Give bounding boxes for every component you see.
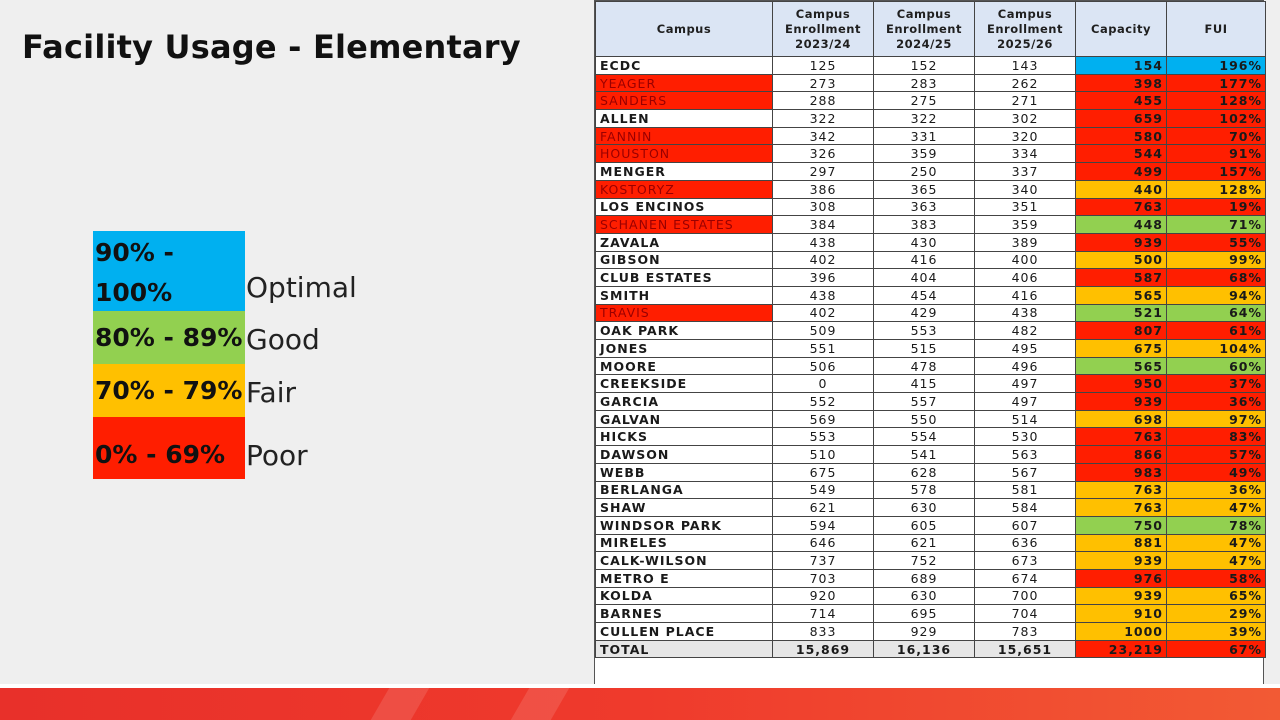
legend-label-fair: Fair <box>246 376 296 409</box>
header-enrollment-2023-24: Campus Enrollment 2023/24 <box>773 2 874 57</box>
enrollment-2023-24-cell: 438 <box>773 286 874 304</box>
enrollment-2025-26-cell: 581 <box>975 481 1076 499</box>
enrollment-2024-25-cell: 621 <box>874 534 975 552</box>
table-row <box>596 92 1266 110</box>
enrollment-2024-25-cell: 752 <box>874 552 975 570</box>
capacity-cell: 881 <box>1076 534 1167 552</box>
enrollment-2023-24-cell: 342 <box>773 127 874 145</box>
capacity-cell: 763 <box>1076 499 1167 517</box>
enrollment-2023-24-cell: 297 <box>773 163 874 181</box>
enrollment-2025-26-cell: 495 <box>975 340 1076 358</box>
table-row <box>596 251 1266 269</box>
capacity-cell: 939 <box>1076 587 1167 605</box>
enrollment-2023-24-cell: 288 <box>773 92 874 110</box>
campus-name-cell: ZAVALA <box>596 233 773 251</box>
legend-item-optimal <box>93 231 357 311</box>
enrollment-2023-24-cell: 273 <box>773 74 874 92</box>
enrollment-2023-24-cell: 552 <box>773 393 874 411</box>
fui-cell: 57% <box>1167 446 1266 464</box>
enrollment-2025-26-cell: 359 <box>975 216 1076 234</box>
fui-cell: 157% <box>1167 163 1266 181</box>
fui-cell: 65% <box>1167 587 1266 605</box>
table-row <box>596 286 1266 304</box>
campus-name-cell: TOTAL <box>596 640 773 658</box>
enrollment-2023-24-cell: 551 <box>773 340 874 358</box>
enrollment-2025-26-cell: 514 <box>975 410 1076 428</box>
campus-name-cell: SMITH <box>596 286 773 304</box>
campus-name-cell: FANNIN <box>596 127 773 145</box>
table-row <box>596 198 1266 216</box>
enrollment-2025-26-cell: 271 <box>975 92 1076 110</box>
capacity-cell: 580 <box>1076 127 1167 145</box>
campus-name-cell: ALLEN <box>596 110 773 128</box>
enrollment-2025-26-cell: 563 <box>975 446 1076 464</box>
table-row <box>596 145 1266 163</box>
enrollment-2025-26-cell: 482 <box>975 322 1076 340</box>
header-enrollment-2024-25: Campus Enrollment 2024/25 <box>874 2 975 57</box>
enrollment-2024-25-cell: 554 <box>874 428 975 446</box>
fui-cell: 19% <box>1167 198 1266 216</box>
enrollment-2024-25-cell: 383 <box>874 216 975 234</box>
enrollment-2025-26-cell: 262 <box>975 74 1076 92</box>
fui-cell: 97% <box>1167 410 1266 428</box>
enrollment-2024-25-cell: 415 <box>874 375 975 393</box>
campus-name-cell: LOS ENCINOS <box>596 198 773 216</box>
capacity-cell: 659 <box>1076 110 1167 128</box>
campus-name-cell: BERLANGA <box>596 481 773 499</box>
enrollment-2024-25-cell: 605 <box>874 516 975 534</box>
fui-cell: 94% <box>1167 286 1266 304</box>
fui-cell: 61% <box>1167 322 1266 340</box>
capacity-cell: 939 <box>1076 552 1167 570</box>
footer-bar <box>0 688 1280 720</box>
table-row <box>596 110 1266 128</box>
enrollment-2023-24-cell: 15,869 <box>773 640 874 658</box>
enrollment-2024-25-cell: 404 <box>874 269 975 287</box>
capacity-cell: 763 <box>1076 481 1167 499</box>
campus-name-cell: MOORE <box>596 357 773 375</box>
enrollment-2025-26-cell: 607 <box>975 516 1076 534</box>
enrollment-2024-25-cell: 628 <box>874 463 975 481</box>
enrollment-2023-24-cell: 438 <box>773 233 874 251</box>
table-row <box>596 180 1266 198</box>
fui-cell: 68% <box>1167 269 1266 287</box>
legend-label-good: Good <box>246 323 320 356</box>
table-row <box>596 216 1266 234</box>
enrollment-2023-24-cell: 569 <box>773 410 874 428</box>
table-row <box>596 127 1266 145</box>
page-title: Facility Usage - Elementary <box>22 28 521 66</box>
enrollment-2025-26-cell: 704 <box>975 605 1076 623</box>
table-row <box>596 499 1266 517</box>
table-row <box>596 357 1266 375</box>
enrollment-2023-24-cell: 396 <box>773 269 874 287</box>
enrollment-2023-24-cell: 322 <box>773 110 874 128</box>
campus-name-cell: CREEKSIDE <box>596 375 773 393</box>
facility-usage-table <box>594 0 1264 698</box>
capacity-cell: 440 <box>1076 180 1167 198</box>
legend-label-poor: Poor <box>246 439 308 472</box>
enrollment-2024-25-cell: 515 <box>874 340 975 358</box>
table-row <box>596 552 1266 570</box>
capacity-cell: 950 <box>1076 375 1167 393</box>
enrollment-2025-26-cell: 143 <box>975 57 1076 75</box>
table-row <box>596 322 1266 340</box>
campus-name-cell: HOUSTON <box>596 145 773 163</box>
campus-name-cell: GARCIA <box>596 393 773 411</box>
fui-cell: 99% <box>1167 251 1266 269</box>
fui-cell: 47% <box>1167 552 1266 570</box>
capacity-cell: 750 <box>1076 516 1167 534</box>
table-row <box>596 623 1266 641</box>
capacity-cell: 500 <box>1076 251 1167 269</box>
footer-decoration <box>511 688 569 720</box>
enrollment-2024-25-cell: 429 <box>874 304 975 322</box>
fui-cell: 83% <box>1167 428 1266 446</box>
enrollment-2024-25-cell: 322 <box>874 110 975 128</box>
enrollment-2024-25-cell: 695 <box>874 605 975 623</box>
enrollment-2023-24-cell: 737 <box>773 552 874 570</box>
table-row <box>596 605 1266 623</box>
enrollment-2025-26-cell: 302 <box>975 110 1076 128</box>
campus-name-cell: CLUB ESTATES <box>596 269 773 287</box>
enrollment-2025-26-cell: 567 <box>975 463 1076 481</box>
campus-name-cell: METRO E <box>596 569 773 587</box>
capacity-cell: 565 <box>1076 357 1167 375</box>
enrollment-2024-25-cell: 630 <box>874 587 975 605</box>
enrollment-2025-26-cell: 15,651 <box>975 640 1076 658</box>
table-row <box>596 463 1266 481</box>
legend-item-fair <box>93 364 296 417</box>
table-row <box>596 481 1266 499</box>
campus-name-cell: WEBB <box>596 463 773 481</box>
enrollment-2023-24-cell: 386 <box>773 180 874 198</box>
fui-cell: 37% <box>1167 375 1266 393</box>
table-row <box>596 446 1266 464</box>
enrollment-2024-25-cell: 454 <box>874 286 975 304</box>
table-row <box>596 269 1266 287</box>
enrollment-2025-26-cell: 334 <box>975 145 1076 163</box>
enrollment-2023-24-cell: 384 <box>773 216 874 234</box>
header-enrollment-2025-26: Campus Enrollment 2025/26 <box>975 2 1076 57</box>
enrollment-2024-25-cell: 283 <box>874 74 975 92</box>
table-header-row <box>596 2 1266 57</box>
campus-name-cell: CULLEN PLACE <box>596 623 773 641</box>
enrollment-2023-24-cell: 703 <box>773 569 874 587</box>
header-fui: FUI <box>1167 2 1266 57</box>
capacity-cell: 866 <box>1076 446 1167 464</box>
enrollment-2023-24-cell: 308 <box>773 198 874 216</box>
table-total-row <box>596 640 1266 658</box>
enrollment-2024-25-cell: 553 <box>874 322 975 340</box>
enrollment-2023-24-cell: 326 <box>773 145 874 163</box>
legend-label-optimal: Optimal <box>246 271 357 304</box>
enrollment-2024-25-cell: 578 <box>874 481 975 499</box>
enrollment-2023-24-cell: 549 <box>773 481 874 499</box>
capacity-cell: 23,219 <box>1076 640 1167 658</box>
capacity-cell: 939 <box>1076 233 1167 251</box>
campus-name-cell: GALVAN <box>596 410 773 428</box>
fui-cell: 49% <box>1167 463 1266 481</box>
capacity-cell: 763 <box>1076 428 1167 446</box>
enrollment-2024-25-cell: 365 <box>874 180 975 198</box>
enrollment-2025-26-cell: 673 <box>975 552 1076 570</box>
campus-name-cell: DAWSON <box>596 446 773 464</box>
fui-cell: 67% <box>1167 640 1266 658</box>
header-campus: Campus <box>596 2 773 57</box>
table-row <box>596 410 1266 428</box>
legend-swatch-poor: 0% - 69% <box>93 417 245 479</box>
enrollment-2025-26-cell: 438 <box>975 304 1076 322</box>
fui-cell: 29% <box>1167 605 1266 623</box>
campus-name-cell: BARNES <box>596 605 773 623</box>
enrollment-2023-24-cell: 621 <box>773 499 874 517</box>
campus-name-cell: JONES <box>596 340 773 358</box>
fui-cell: 39% <box>1167 623 1266 641</box>
campus-name-cell: GIBSON <box>596 251 773 269</box>
legend-swatch-fair: 70% - 79% <box>93 364 245 417</box>
legend-item-good <box>93 311 320 364</box>
campus-name-cell: KOLDA <box>596 587 773 605</box>
table-row <box>596 516 1266 534</box>
capacity-cell: 698 <box>1076 410 1167 428</box>
enrollment-2023-24-cell: 646 <box>773 534 874 552</box>
enrollment-2025-26-cell: 351 <box>975 198 1076 216</box>
capacity-cell: 675 <box>1076 340 1167 358</box>
enrollment-2024-25-cell: 363 <box>874 198 975 216</box>
legend-item-poor <box>93 417 308 479</box>
enrollment-2025-26-cell: 400 <box>975 251 1076 269</box>
enrollment-2023-24-cell: 0 <box>773 375 874 393</box>
campus-name-cell: MENGER <box>596 163 773 181</box>
capacity-cell: 1000 <box>1076 623 1167 641</box>
fui-cell: 58% <box>1167 569 1266 587</box>
table-row <box>596 428 1266 446</box>
campus-name-cell: TRAVIS <box>596 304 773 322</box>
table-row <box>596 587 1266 605</box>
campus-name-cell: WINDSOR PARK <box>596 516 773 534</box>
campus-name-cell: SANDERS <box>596 92 773 110</box>
enrollment-2023-24-cell: 125 <box>773 57 874 75</box>
fui-cell: 71% <box>1167 216 1266 234</box>
enrollment-2024-25-cell: 478 <box>874 357 975 375</box>
campus-name-cell: HICKS <box>596 428 773 446</box>
campus-name-cell: OAK PARK <box>596 322 773 340</box>
table-row <box>596 569 1266 587</box>
fui-cell: 36% <box>1167 481 1266 499</box>
enrollment-2025-26-cell: 584 <box>975 499 1076 517</box>
enrollment-2023-24-cell: 506 <box>773 357 874 375</box>
table-row <box>596 163 1266 181</box>
capacity-cell: 983 <box>1076 463 1167 481</box>
fui-cell: 36% <box>1167 393 1266 411</box>
enrollment-2024-25-cell: 275 <box>874 92 975 110</box>
capacity-cell: 544 <box>1076 145 1167 163</box>
header-capacity: Capacity <box>1076 2 1167 57</box>
enrollment-2024-25-cell: 550 <box>874 410 975 428</box>
enrollment-2023-24-cell: 509 <box>773 322 874 340</box>
enrollment-2025-26-cell: 783 <box>975 623 1076 641</box>
fui-cell: 91% <box>1167 145 1266 163</box>
fui-cell: 55% <box>1167 233 1266 251</box>
enrollment-2023-24-cell: 675 <box>773 463 874 481</box>
capacity-cell: 587 <box>1076 269 1167 287</box>
fui-cell: 60% <box>1167 357 1266 375</box>
campus-name-cell: SHAW <box>596 499 773 517</box>
enrollment-2024-25-cell: 430 <box>874 233 975 251</box>
legend-swatch-good: 80% - 89% <box>93 311 245 364</box>
footer-decoration <box>371 688 429 720</box>
capacity-cell: 976 <box>1076 569 1167 587</box>
enrollment-2025-26-cell: 340 <box>975 180 1076 198</box>
enrollment-2025-26-cell: 497 <box>975 375 1076 393</box>
table-row <box>596 375 1266 393</box>
enrollment-2023-24-cell: 402 <box>773 304 874 322</box>
table-row <box>596 534 1266 552</box>
enrollment-2025-26-cell: 320 <box>975 127 1076 145</box>
enrollment-2025-26-cell: 406 <box>975 269 1076 287</box>
capacity-cell: 807 <box>1076 322 1167 340</box>
fui-cell: 128% <box>1167 92 1266 110</box>
enrollment-2024-25-cell: 541 <box>874 446 975 464</box>
table-row <box>596 393 1266 411</box>
enrollment-2024-25-cell: 16,136 <box>874 640 975 658</box>
campus-name-cell: CALK-WILSON <box>596 552 773 570</box>
enrollment-2025-26-cell: 674 <box>975 569 1076 587</box>
fui-cell: 102% <box>1167 110 1266 128</box>
fui-cell: 196% <box>1167 57 1266 75</box>
fui-cell: 47% <box>1167 499 1266 517</box>
enrollment-2023-24-cell: 553 <box>773 428 874 446</box>
enrollment-2024-25-cell: 152 <box>874 57 975 75</box>
campus-name-cell: MIRELES <box>596 534 773 552</box>
enrollment-2023-24-cell: 714 <box>773 605 874 623</box>
enrollment-2023-24-cell: 510 <box>773 446 874 464</box>
enrollment-2025-26-cell: 700 <box>975 587 1076 605</box>
fui-cell: 104% <box>1167 340 1266 358</box>
enrollment-2024-25-cell: 359 <box>874 145 975 163</box>
fui-cell: 128% <box>1167 180 1266 198</box>
enrollment-2024-25-cell: 689 <box>874 569 975 587</box>
fui-cell: 78% <box>1167 516 1266 534</box>
enrollment-2024-25-cell: 630 <box>874 499 975 517</box>
enrollment-2023-24-cell: 920 <box>773 587 874 605</box>
enrollment-2024-25-cell: 250 <box>874 163 975 181</box>
table-row <box>596 57 1266 75</box>
enrollment-2023-24-cell: 833 <box>773 623 874 641</box>
enrollment-2025-26-cell: 416 <box>975 286 1076 304</box>
capacity-cell: 910 <box>1076 605 1167 623</box>
capacity-cell: 521 <box>1076 304 1167 322</box>
enrollment-2024-25-cell: 929 <box>874 623 975 641</box>
fui-cell: 177% <box>1167 74 1266 92</box>
capacity-cell: 763 <box>1076 198 1167 216</box>
table-row <box>596 304 1266 322</box>
capacity-cell: 565 <box>1076 286 1167 304</box>
enrollment-2025-26-cell: 497 <box>975 393 1076 411</box>
capacity-cell: 448 <box>1076 216 1167 234</box>
table-row <box>596 340 1266 358</box>
capacity-cell: 939 <box>1076 393 1167 411</box>
capacity-cell: 455 <box>1076 92 1167 110</box>
table-row <box>596 233 1266 251</box>
enrollment-2023-24-cell: 594 <box>773 516 874 534</box>
capacity-cell: 398 <box>1076 74 1167 92</box>
campus-name-cell: KOSTORYZ <box>596 180 773 198</box>
enrollment-2023-24-cell: 402 <box>773 251 874 269</box>
enrollment-2025-26-cell: 530 <box>975 428 1076 446</box>
enrollment-2025-26-cell: 389 <box>975 233 1076 251</box>
enrollment-2025-26-cell: 496 <box>975 357 1076 375</box>
fui-cell: 70% <box>1167 127 1266 145</box>
capacity-cell: 499 <box>1076 163 1167 181</box>
enrollment-2024-25-cell: 331 <box>874 127 975 145</box>
capacity-cell: 154 <box>1076 57 1167 75</box>
legend-swatch-optimal: 90% - 100% <box>93 231 245 311</box>
enrollment-2024-25-cell: 557 <box>874 393 975 411</box>
fui-cell: 64% <box>1167 304 1266 322</box>
enrollment-2024-25-cell: 416 <box>874 251 975 269</box>
enrollment-2025-26-cell: 337 <box>975 163 1076 181</box>
campus-name-cell: SCHANEN ESTATES <box>596 216 773 234</box>
fui-cell: 47% <box>1167 534 1266 552</box>
campus-name-cell: ECDC <box>596 57 773 75</box>
campus-name-cell: YEAGER <box>596 74 773 92</box>
table-row <box>596 74 1266 92</box>
table-body <box>596 57 1266 658</box>
enrollment-2025-26-cell: 636 <box>975 534 1076 552</box>
